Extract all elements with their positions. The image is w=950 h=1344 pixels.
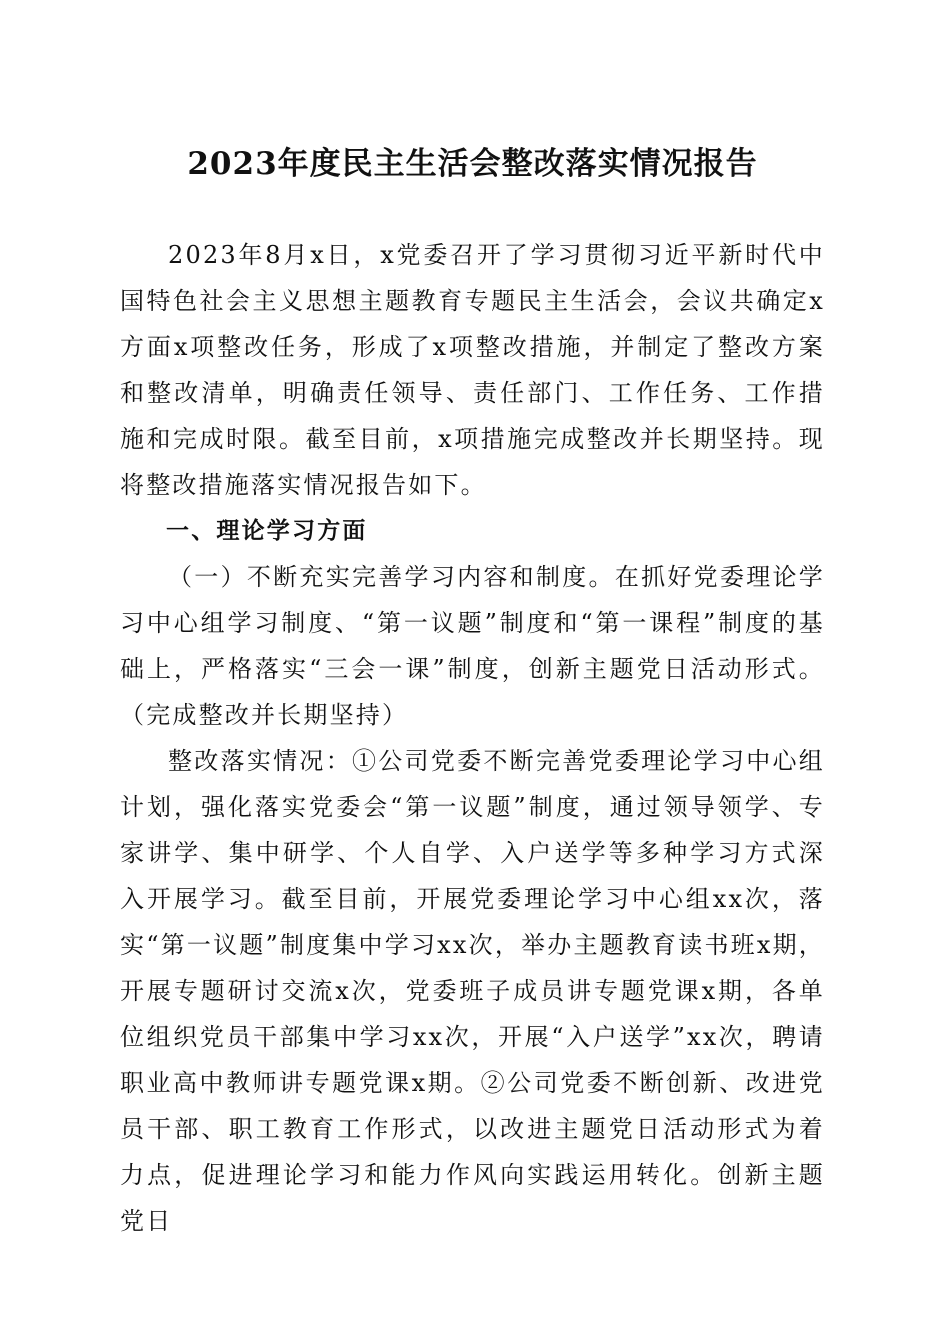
item-paragraph-study-content: （一）不断充实完善学习内容和制度。在抓好党委理论学习中心组学习制度、“第一议题”制度和“第一课程”制度的基础上，严格落实“三会一课”制度，创新主题党日活动形式。（完成整改并长期坚持） xyxy=(120,563,825,729)
rectification-status-paragraph: 整改落实情况：①公司党委不断完善党委理论学习中心组计划，强化落实党委会“第一议题”制度，通过领导领学、专家讲学、集中研学、个人自学、入户送学等多种学习方式深入开展学习。截至目前，开展党委理论学习中心组xx次，落实“第一议题”制度集中学习xx次，举办主题教育读书班x期，开展专题研讨交流x次，党委班子成员讲专题党课x期，各单位组织党员干部集中学习xx次，开展“入户送学”xx次，聘请职业高中教师讲专题党课x期。②公司党委不断创新、改进党员干部、职工教育工作形式，以改进主题党日活动形式为着力点，促进理论学习和能力作风向实践运用转化。创新主题党日 xyxy=(120,747,825,1235)
section-heading-theory-study: 一、理论学习方面 xyxy=(166,518,368,544)
document-body xyxy=(120,232,825,1244)
intro-paragraph: 2023年8月x日，x党委召开了学习贯彻习近平新时代中国特色社会主义思想主题教育专题民主生活会，会议共确定x方面x项整改任务，形成了x项整改措施，并制定了整改方案和整改清单，明确责任领导、责任部门、工作任务、工作措施和完成时限。截至目前，x项措施完成整改并长期坚持。现将整改措施落实情况报告如下。 xyxy=(120,241,825,499)
document-title: 2023年度民主生活会整改落实情况报告 xyxy=(187,146,758,182)
